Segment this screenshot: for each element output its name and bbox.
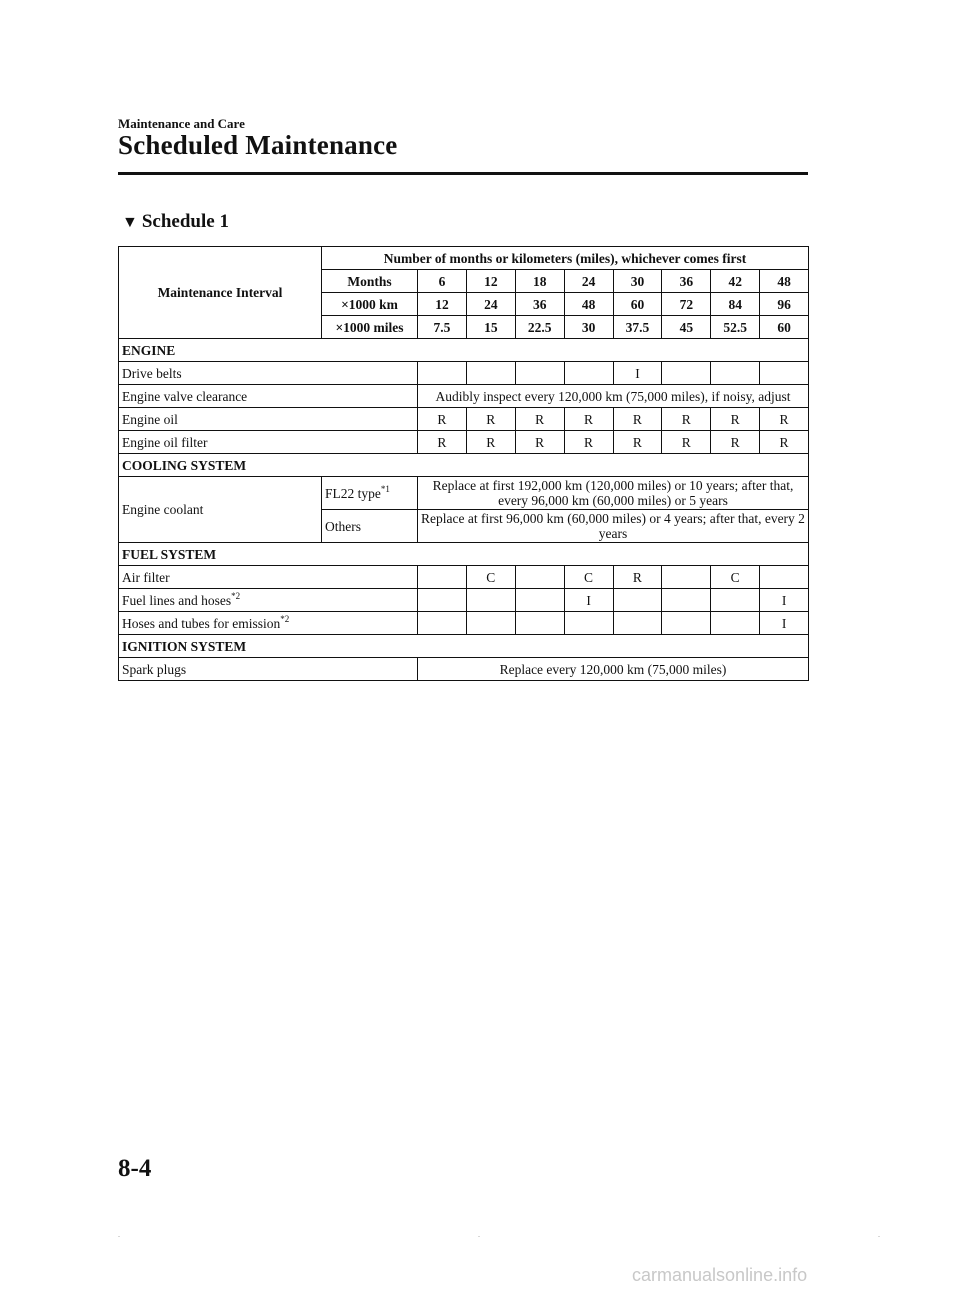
table-cell — [515, 589, 564, 612]
table-row — [119, 477, 809, 510]
table-row — [119, 658, 809, 681]
table-cell: 6 — [418, 270, 467, 293]
table-cell: I — [564, 589, 613, 612]
row-label — [119, 612, 418, 635]
corner-mark: . — [478, 1230, 480, 1239]
table-cell — [515, 612, 564, 635]
table-cell: 45 — [662, 316, 711, 339]
table-cell: R — [711, 408, 760, 431]
table-row — [119, 612, 809, 635]
group-label: COOLING SYSTEM — [119, 454, 809, 477]
table-cell: 22.5 — [515, 316, 564, 339]
table-cell: R — [662, 408, 711, 431]
row-label: Engine coolant — [119, 477, 322, 543]
group-row-engine — [119, 339, 809, 362]
table-cell: 72 — [662, 293, 711, 316]
table-row — [119, 431, 809, 454]
table-cell: 24 — [466, 293, 515, 316]
table-cell: 15 — [466, 316, 515, 339]
schedule-heading — [122, 211, 229, 233]
table-cell — [564, 362, 613, 385]
corner-mark: . — [118, 1230, 120, 1239]
table-row — [119, 385, 809, 408]
page-title: Scheduled Maintenance — [118, 130, 398, 160]
table-cell — [418, 566, 467, 589]
table-row — [119, 408, 809, 431]
table-row — [119, 362, 809, 385]
row-label — [119, 589, 418, 612]
table-cell: R — [515, 408, 564, 431]
table-note: Audibly inspect every 120,000 km (75,000 miles), if noisy, adjust — [418, 385, 809, 408]
row-label: Engine valve clearance — [119, 385, 418, 408]
table-row — [119, 566, 809, 589]
table-cell: R — [760, 431, 809, 454]
page-number: 8-4 — [118, 1155, 152, 1182]
table-cell — [662, 362, 711, 385]
coolant-type-fl22 — [322, 477, 418, 510]
table-cell: 12 — [466, 270, 515, 293]
row-label: Spark plugs — [119, 658, 418, 681]
table-cell: 36 — [662, 270, 711, 293]
table-cell — [564, 612, 613, 635]
table-cell: 60 — [613, 293, 662, 316]
table-cell — [711, 589, 760, 612]
interval-label: Maintenance Interval — [119, 247, 322, 339]
table-cell: 36 — [515, 293, 564, 316]
table-cell: 18 — [515, 270, 564, 293]
row-label: Drive belts — [119, 362, 418, 385]
interval-header: Number of months or kilometers (miles), whichever comes first — [322, 247, 809, 270]
table-cell: R — [418, 408, 467, 431]
table-cell: R — [662, 431, 711, 454]
group-row-ignition — [119, 635, 809, 658]
table-cell: R — [564, 431, 613, 454]
table-cell — [515, 566, 564, 589]
table-cell: 48 — [564, 293, 613, 316]
table-cell: R — [613, 566, 662, 589]
row-label-text: Hoses and tubes for emission — [122, 615, 281, 631]
table-note: Replace at first 96,000 km (60,000 miles) or 4 years; after that, every 2 years — [418, 510, 809, 543]
footnote-marker: *2 — [280, 613, 290, 624]
table-cell: R — [418, 431, 467, 454]
table-cell: R — [760, 408, 809, 431]
table-cell: I — [760, 589, 809, 612]
title-divider — [118, 172, 808, 175]
table-cell: 12 — [418, 293, 467, 316]
group-label: ENGINE — [119, 339, 809, 362]
table-cell: 48 — [760, 270, 809, 293]
group-label: IGNITION SYSTEM — [119, 635, 809, 658]
table-cell: 96 — [760, 293, 809, 316]
km-label: ×1000 km — [322, 293, 418, 316]
table-cell: 52.5 — [711, 316, 760, 339]
table-cell — [711, 612, 760, 635]
table-cell — [418, 362, 467, 385]
row-label-text: Fuel lines and hoses — [122, 592, 232, 608]
table-cell: C — [711, 566, 760, 589]
table-cell — [760, 362, 809, 385]
table-cell — [760, 566, 809, 589]
table-row — [119, 247, 809, 270]
triangle-down-icon: ▼ — [122, 214, 138, 231]
table-cell — [662, 612, 711, 635]
table-cell: R — [711, 431, 760, 454]
table-cell — [662, 566, 711, 589]
table-note: Replace every 120,000 km (75,000 miles) — [418, 658, 809, 681]
table-cell: R — [466, 408, 515, 431]
group-row-cooling — [119, 454, 809, 477]
corner-mark: . — [878, 1230, 880, 1239]
table-cell: 30 — [564, 316, 613, 339]
table-cell — [662, 589, 711, 612]
table-cell: I — [760, 612, 809, 635]
row-label: Air filter — [119, 566, 418, 589]
table-cell: 37.5 — [613, 316, 662, 339]
table-note: Replace at first 192,000 km (120,000 miles) or 10 years; after that, every 96,000 km (60,000 miles) or 5 years — [418, 477, 809, 510]
table-cell — [466, 612, 515, 635]
table-cell: R — [613, 431, 662, 454]
row-label: Engine oil filter — [119, 431, 418, 454]
table-row — [119, 589, 809, 612]
table-cell — [515, 362, 564, 385]
table-cell: I — [613, 362, 662, 385]
footnote-marker: *2 — [231, 590, 241, 601]
group-label: FUEL SYSTEM — [119, 543, 809, 566]
table-cell — [466, 589, 515, 612]
table-cell: R — [515, 431, 564, 454]
table-cell — [613, 612, 662, 635]
table-cell — [711, 362, 760, 385]
table-cell: 84 — [711, 293, 760, 316]
group-row-fuel — [119, 543, 809, 566]
table-cell: 30 — [613, 270, 662, 293]
table-cell — [466, 362, 515, 385]
coolant-type-label: FL22 type — [325, 485, 381, 501]
footnote-marker: *1 — [380, 483, 390, 494]
watermark-footer: carmanualsonline.info — [632, 1265, 808, 1285]
months-label: Months — [322, 270, 418, 293]
table-cell: C — [466, 566, 515, 589]
section-label: Maintenance and Care — [118, 116, 245, 131]
table-cell: R — [466, 431, 515, 454]
row-label: Engine oil — [119, 408, 418, 431]
table-cell: C — [564, 566, 613, 589]
schedule-heading-text: Schedule 1 — [141, 211, 229, 232]
table-cell — [418, 589, 467, 612]
table-cell: R — [564, 408, 613, 431]
table-cell: 42 — [711, 270, 760, 293]
table-cell: 7.5 — [418, 316, 467, 339]
table-cell: 24 — [564, 270, 613, 293]
coolant-type-others: Others — [322, 510, 418, 543]
table-cell — [418, 612, 467, 635]
table-cell — [613, 589, 662, 612]
table-cell: 60 — [760, 316, 809, 339]
maintenance-schedule-table — [118, 246, 809, 681]
miles-label: ×1000 miles — [322, 316, 418, 339]
table-cell: R — [613, 408, 662, 431]
